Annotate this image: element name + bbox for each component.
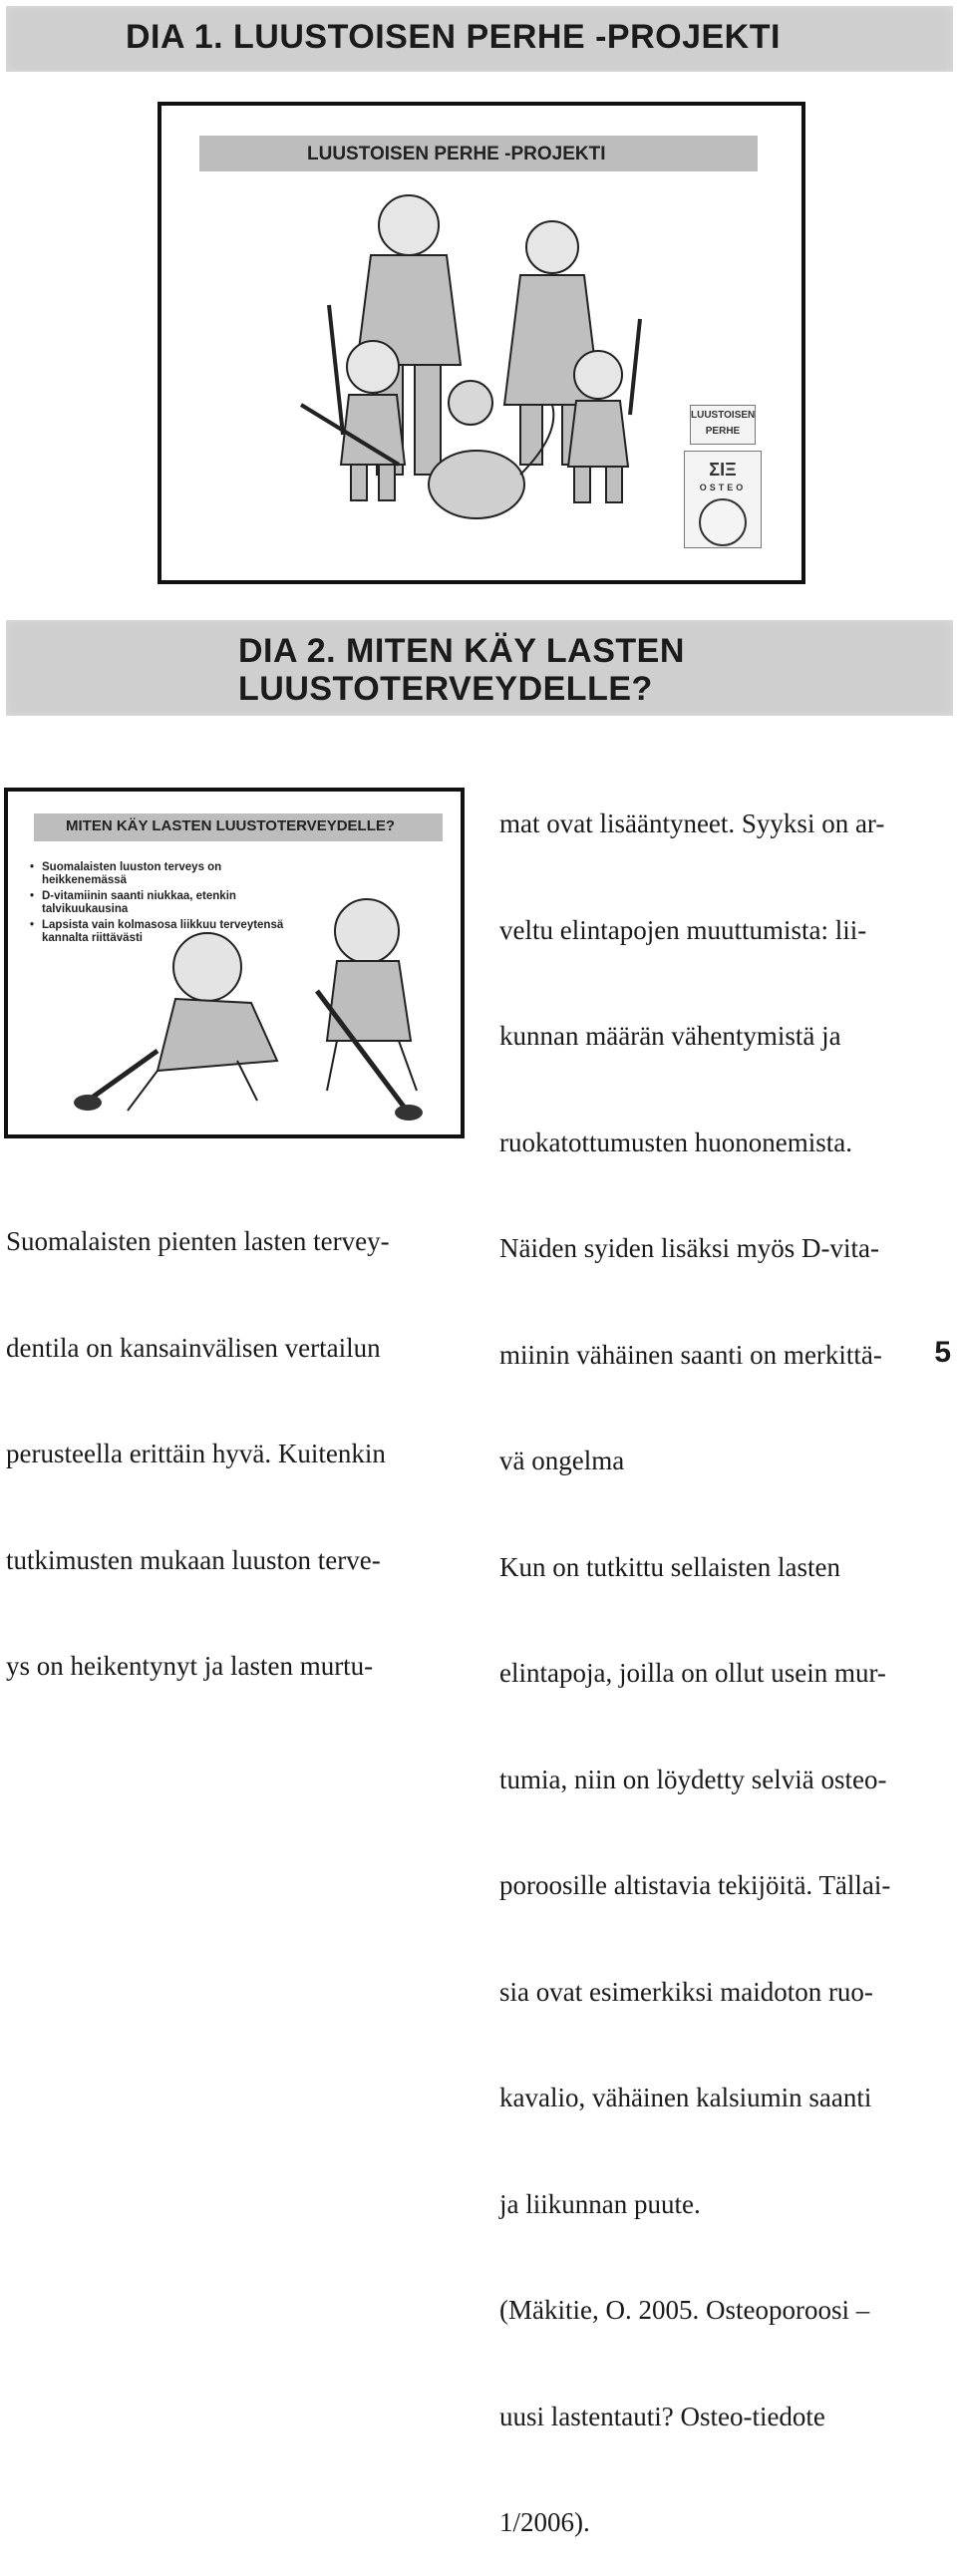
- body-text-right-column: [499, 736, 890, 2576]
- logo-luustoisen-perhe: LUUSTOISEN PERHE: [690, 405, 756, 445]
- body-line: sia ovat esimerkiksi maidoton ruo-: [499, 1976, 873, 2007]
- slide-title: MITEN KÄY LASTEN LUUSTOTERVEYDELLE?: [66, 817, 396, 834]
- body-line: tumia, niin on löydetty selviä osteo-: [499, 1764, 887, 1794]
- section-title-dia-2: [238, 632, 685, 708]
- body-line: kavalio, vähäinen kalsiumin saanti: [499, 2083, 872, 2112]
- slide-image-children: [4, 788, 465, 1138]
- slide-bullet: • Lapsista vain kolmasosa liikkuu terveytensä kannalta riittävästi: [30, 919, 309, 945]
- body-line: ja liikunnan puute.: [499, 2188, 701, 2219]
- body-line: (Mäkitie, O. 2005. Osteoporoosi –: [499, 2295, 870, 2325]
- body-line: Näiden syiden lisäksi myös D-vita-: [499, 1233, 879, 1263]
- body-line: vä ongelma: [499, 1446, 625, 1475]
- body-text-left-column: [6, 1153, 390, 1720]
- section-banner-dia-1: [6, 6, 953, 72]
- body-line: miinin vähäinen saanti on merkittä-: [499, 1339, 882, 1370]
- logo-osteo: [684, 451, 762, 548]
- section-banner-dia-2: [6, 620, 953, 716]
- slide-bullet: • D-vitamiinin saanti niukkaa, etenkin talvikuukausina: [30, 890, 309, 916]
- body-line: ruokatottumusten huononemista.: [499, 1127, 852, 1157]
- body-line: Suomalaisten pienten lasten tervey-: [6, 1226, 390, 1256]
- section-title-dia-2-line2: LUUSTOTERVEYDELLE?: [238, 670, 653, 708]
- logo-seal: [699, 498, 747, 546]
- slide-title: LUUSTOISEN PERHE -PROJEKTI: [307, 144, 606, 164]
- logo-osteo-text: OSTEO: [699, 483, 747, 492]
- logo-osteo-mark: ΣΙΞ: [709, 460, 737, 480]
- page-number: 5: [934, 1336, 951, 1369]
- body-line: elintapoja, joilla on ollut usein mur-: [499, 1658, 886, 1688]
- section-title-dia-1: DIA 1. LUUSTOISEN PERHE -PROJEKTI: [126, 18, 781, 56]
- body-line: veltu elintapojen muuttumista: lii-: [499, 914, 867, 945]
- body-line: Kun on tutkittu sellaisten lasten: [499, 1551, 840, 1582]
- body-line: poroosille altistavia tekijöitä. Tällai-: [499, 1870, 891, 1900]
- body-line: perusteella erittäin hyvä. Kuitenkin: [6, 1439, 386, 1468]
- body-line: dentila on kansainvälisen vertailun: [6, 1332, 381, 1363]
- body-line: ys on heikentynyt ja lasten murtu-: [6, 1651, 374, 1681]
- slide-bullet: • Suomalaisten luuston terveys on heikkenemässä: [30, 861, 309, 887]
- slide-image-family: [158, 102, 805, 584]
- body-line: tutkimusten mukaan luuston terve-: [6, 1544, 381, 1575]
- body-line: mat ovat lisääntyneet. Syyksi on ar-: [499, 808, 885, 838]
- body-line: uusi lastentauti? Osteo-tiedote: [499, 2401, 825, 2431]
- children-illustration: [8, 792, 461, 1134]
- body-line: kunnan määrän vähentymistä ja: [499, 1021, 841, 1051]
- section-title-dia-2-line1: DIA 2. MITEN KÄY LASTEN: [238, 632, 685, 670]
- body-line: 1/2006).: [499, 2507, 590, 2537]
